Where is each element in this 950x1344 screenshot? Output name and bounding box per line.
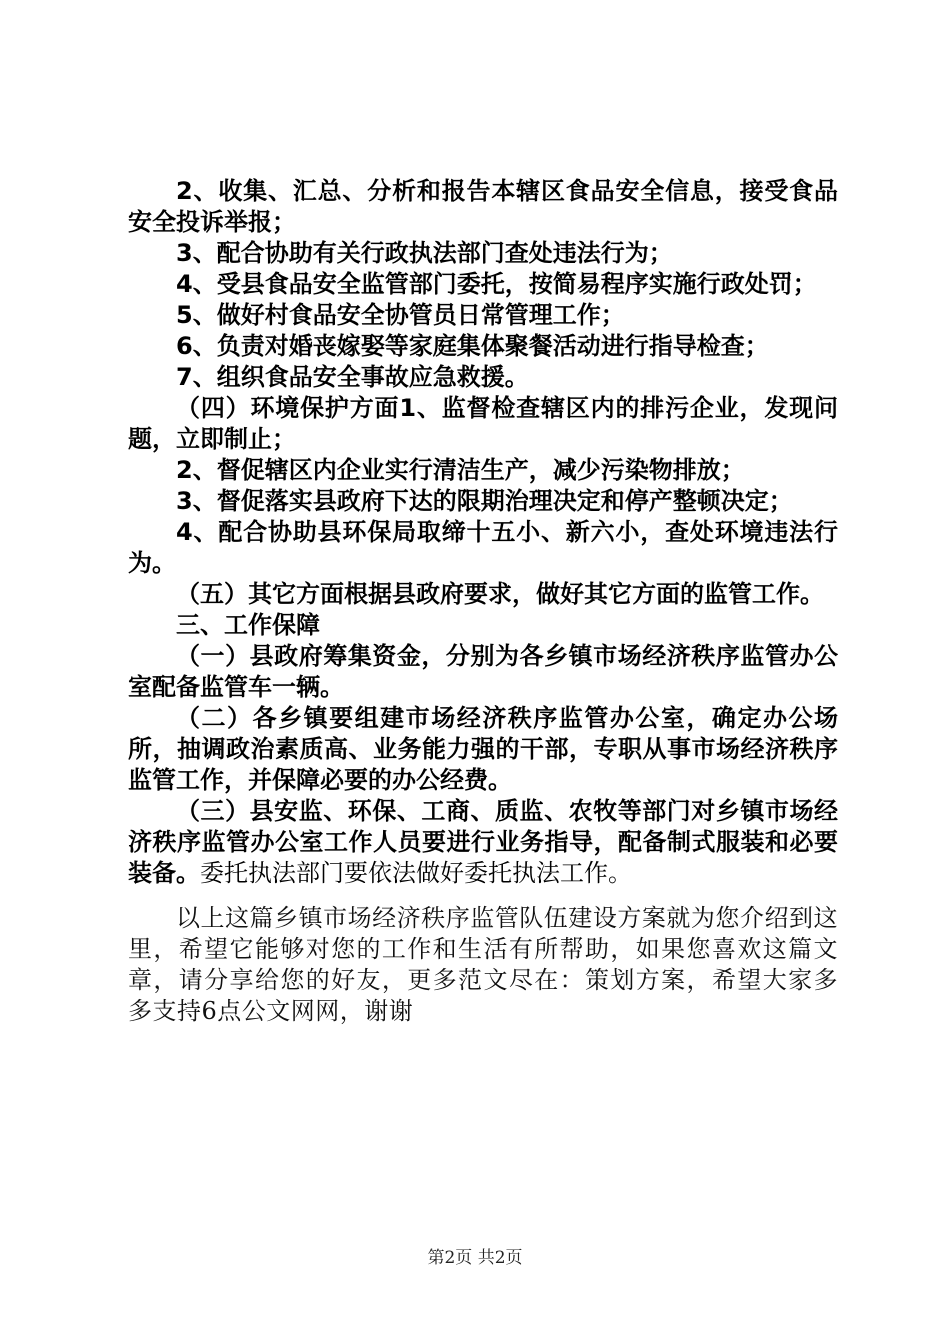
paragraph-bold-part: （三）县安监、环保、工商、质监、农牧等部门对乡镇市场经济秩序监管办公室工作人员要进行业务指导，配备制式服装和必要装备。 bbox=[128, 797, 838, 887]
paragraph: 2、收集、汇总、分析和报告本辖区食品安全信息，接受食品安全投诉举报； bbox=[128, 177, 838, 236]
paragraph: 7、组织食品安全事故应急救援。 bbox=[176, 363, 529, 391]
paragraph-light-part: 委托执法部门要依法做好委托执法工作。 bbox=[200, 859, 632, 887]
paragraph bbox=[128, 796, 838, 889]
closing-paragraph: 以上这篇乡镇市场经济秩序监管队伍建设方案就为您介绍到这里，希望它能够对您的工作和生活有所帮助，如果您喜欢这篇文章，请分享给您的好友，更多范文尽在：策划方案，希望大家多多支持6点公文网网，谢谢 bbox=[128, 904, 838, 1025]
document-body bbox=[128, 176, 838, 889]
paragraph: 4、受县食品安全监管部门委托，按简易程序实施行政处罚； bbox=[176, 270, 817, 298]
paragraph: （二）各乡镇要组建市场经济秩序监管办公室，确定办公场所，抽调政治素质高、业务能力强的干部，专职从事市场经济秩序监管工作，并保障必要的办公经费。 bbox=[128, 704, 838, 794]
paragraph: 5、做好村食品安全协管员日常管理工作； bbox=[176, 301, 625, 329]
section-paragraph: （四）环境保护方面1、监督检查辖区内的排污企业，发现问题，立即制止； bbox=[128, 394, 838, 453]
paragraph: 4、配合协助县环保局取缔十五小、新六小，查处环境违法行为。 bbox=[128, 518, 838, 577]
section-paragraph: （五）其它方面根据县政府要求，做好其它方面的监管工作。 bbox=[176, 580, 824, 608]
paragraph: 3、督促落实县政府下达的限期治理决定和停产整顿决定； bbox=[176, 487, 793, 515]
paragraph: 3、配合协助有关行政执法部门查处违法行为； bbox=[176, 239, 673, 267]
section-heading: 三、工作保障 bbox=[176, 611, 320, 639]
closing-note bbox=[128, 903, 838, 1027]
paragraph: 2、督促辖区内企业实行清洁生产，减少污染物排放； bbox=[176, 456, 745, 484]
page-footer: 第2页 共2页 bbox=[427, 1248, 523, 1268]
paragraph: （一）县政府筹集资金，分别为各乡镇市场经济秩序监管办公室配备监管车一辆。 bbox=[128, 642, 838, 701]
paragraph: 6、负责对婚丧嫁娶等家庭集体聚餐活动进行指导检查； bbox=[176, 332, 769, 360]
